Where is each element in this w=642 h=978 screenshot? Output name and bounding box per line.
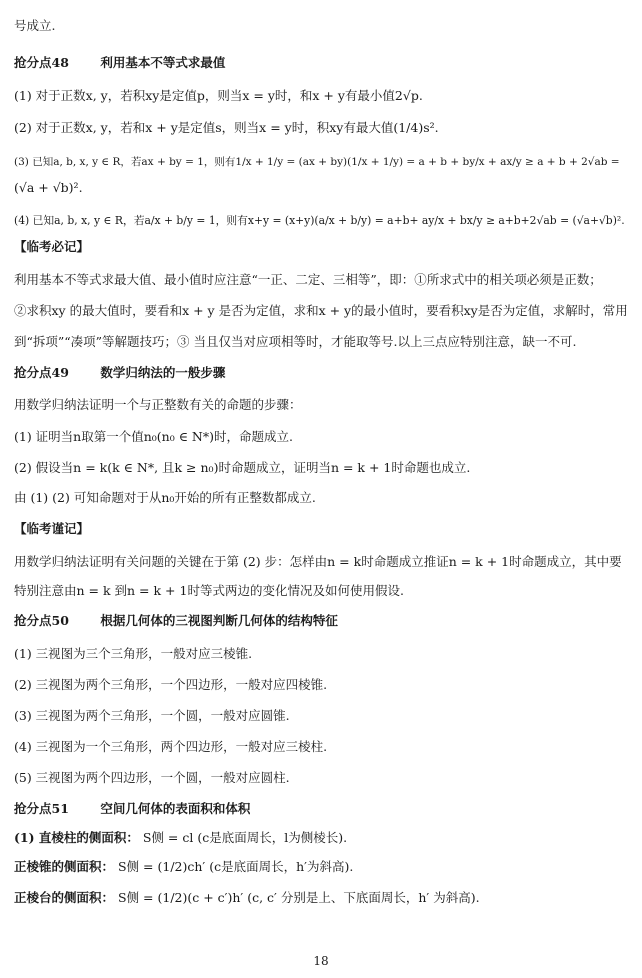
text-line: (3) 已知a, b, x, y ∈ R，若ax + by = 1，则有1/x + 1/y = (ax + by)(1/x + 1/y) = a + b + by/x + ax/y ≥ a + b + 2√ab = <box>14 156 620 168</box>
section-heading-48 <box>14 55 632 71</box>
formula-text: S侧 = (1/2)ch′ (c是底面周长，h′为斜高). <box>118 859 354 874</box>
text-line: (1) 对于正数x, y，若积xy是定值p，则当x = y时，和x + y有最小值2√p. <box>14 88 423 103</box>
formula-line <box>14 830 632 846</box>
formula-label: 正棱台的侧面积： <box>14 890 115 905</box>
section-title: 利用基本不等式求最值 <box>100 55 226 70</box>
section-heading-50 <box>14 613 632 629</box>
section-title: 数学归纳法的一般步骤 <box>100 365 226 380</box>
formula-label: 正棱锥的侧面积： <box>14 859 115 874</box>
text-line: (2) 假设当n = k(k ∈ N*, 且k ≥ n₀)时命题成立，证明当n = k + 1时命题也成立. <box>14 460 471 475</box>
section-heading-49 <box>14 365 632 381</box>
text-line: (4) 已知a, b, x, y ∈ R，若a/x + b/y = 1，则有x+y = (x+y)(a/x + b/y) = a+b+ ay/x + bx/y ≥ a+b+2√ab = (√a+√b)². <box>14 214 625 227</box>
text-line: 由 (1) (2) 可知命题对于从n₀开始的所有正整数都成立. <box>14 490 316 505</box>
section-title: 根据几何体的三视图判断几何体的结构特征 <box>100 613 338 628</box>
text-line: ②求积xy 的最大值时，要看和x + y 是否为定值，求和x + y的最小值时，要看积xy是否为定值，求解时，常用 <box>14 303 628 318</box>
text-line: 用数学归纳法证明有关问题的关键在于第 (2) 步：怎样由n = k时命题成立推证n = k + 1时命题成立，其中要 <box>14 554 622 569</box>
text-line: (3) 三视图为两个三角形，一个圆，一般对应圆锥. <box>14 708 290 723</box>
formula-line <box>14 857 632 877</box>
text-line: (2) 对于正数x, y，若和x + y是定值s，则当x = y时，积xy有最大值(1/4)s². <box>14 120 439 135</box>
section-number: 抢分点48 <box>14 55 69 70</box>
section-number: 抢分点50 <box>14 613 69 628</box>
text-line: (2) 三视图为两个三角形，一个四边形，一般对应四棱锥. <box>14 677 328 692</box>
text-line: 利用基本不等式求最大值、最小值时应注意“一正、二定、三相等”，即：①所求式中的相关项必须是正数； <box>14 272 602 287</box>
text-line: (5) 三视图为两个四边形，一个圆，一般对应圆柱. <box>14 770 290 785</box>
note-heading: 【临考必记】 <box>14 239 90 254</box>
text-line: (4) 三视图为一个三角形，两个四边形，一般对应三棱柱. <box>14 739 328 754</box>
text-line: (1) 证明当n取第一个值n₀(n₀ ∈ N*)时，命题成立. <box>14 429 293 444</box>
section-number: 抢分点49 <box>14 365 69 380</box>
section-heading-51 <box>14 801 632 817</box>
section-number: 抢分点51 <box>14 801 69 816</box>
text-line: 到“拆项”“凑项”等解题技巧；③ 当且仅当对应项相等时，才能取等号.以上三点应特别注意，缺一不可. <box>14 334 577 349</box>
section-title: 空间几何体的表面积和体积 <box>100 801 251 816</box>
text-line: 号成立. <box>14 18 56 33</box>
formula-text: S侧 = (1/2)(c + c′)h′ (c, c′ 分别是上、下底面周长，h′ 为斜高). <box>118 890 480 905</box>
text-line: (1) 三视图为三个三角形，一般对应三棱锥. <box>14 646 253 661</box>
formula-line <box>14 888 632 908</box>
formula-label: (1) 直棱柱的侧面积： <box>14 830 139 845</box>
note-heading: 【临考谨记】 <box>14 521 90 536</box>
formula-text: S侧 = cl (c是底面周长，l为侧棱长). <box>142 830 348 845</box>
text-line: (√a + √b)². <box>14 180 83 195</box>
text-line: 特别注意由n = k 到n = k + 1时等式两边的变化情况及如何使用假设. <box>14 583 404 598</box>
page-number: 18 <box>313 954 329 968</box>
text-line: 用数学归纳法证明一个与正整数有关的命题的步骤： <box>14 397 302 412</box>
